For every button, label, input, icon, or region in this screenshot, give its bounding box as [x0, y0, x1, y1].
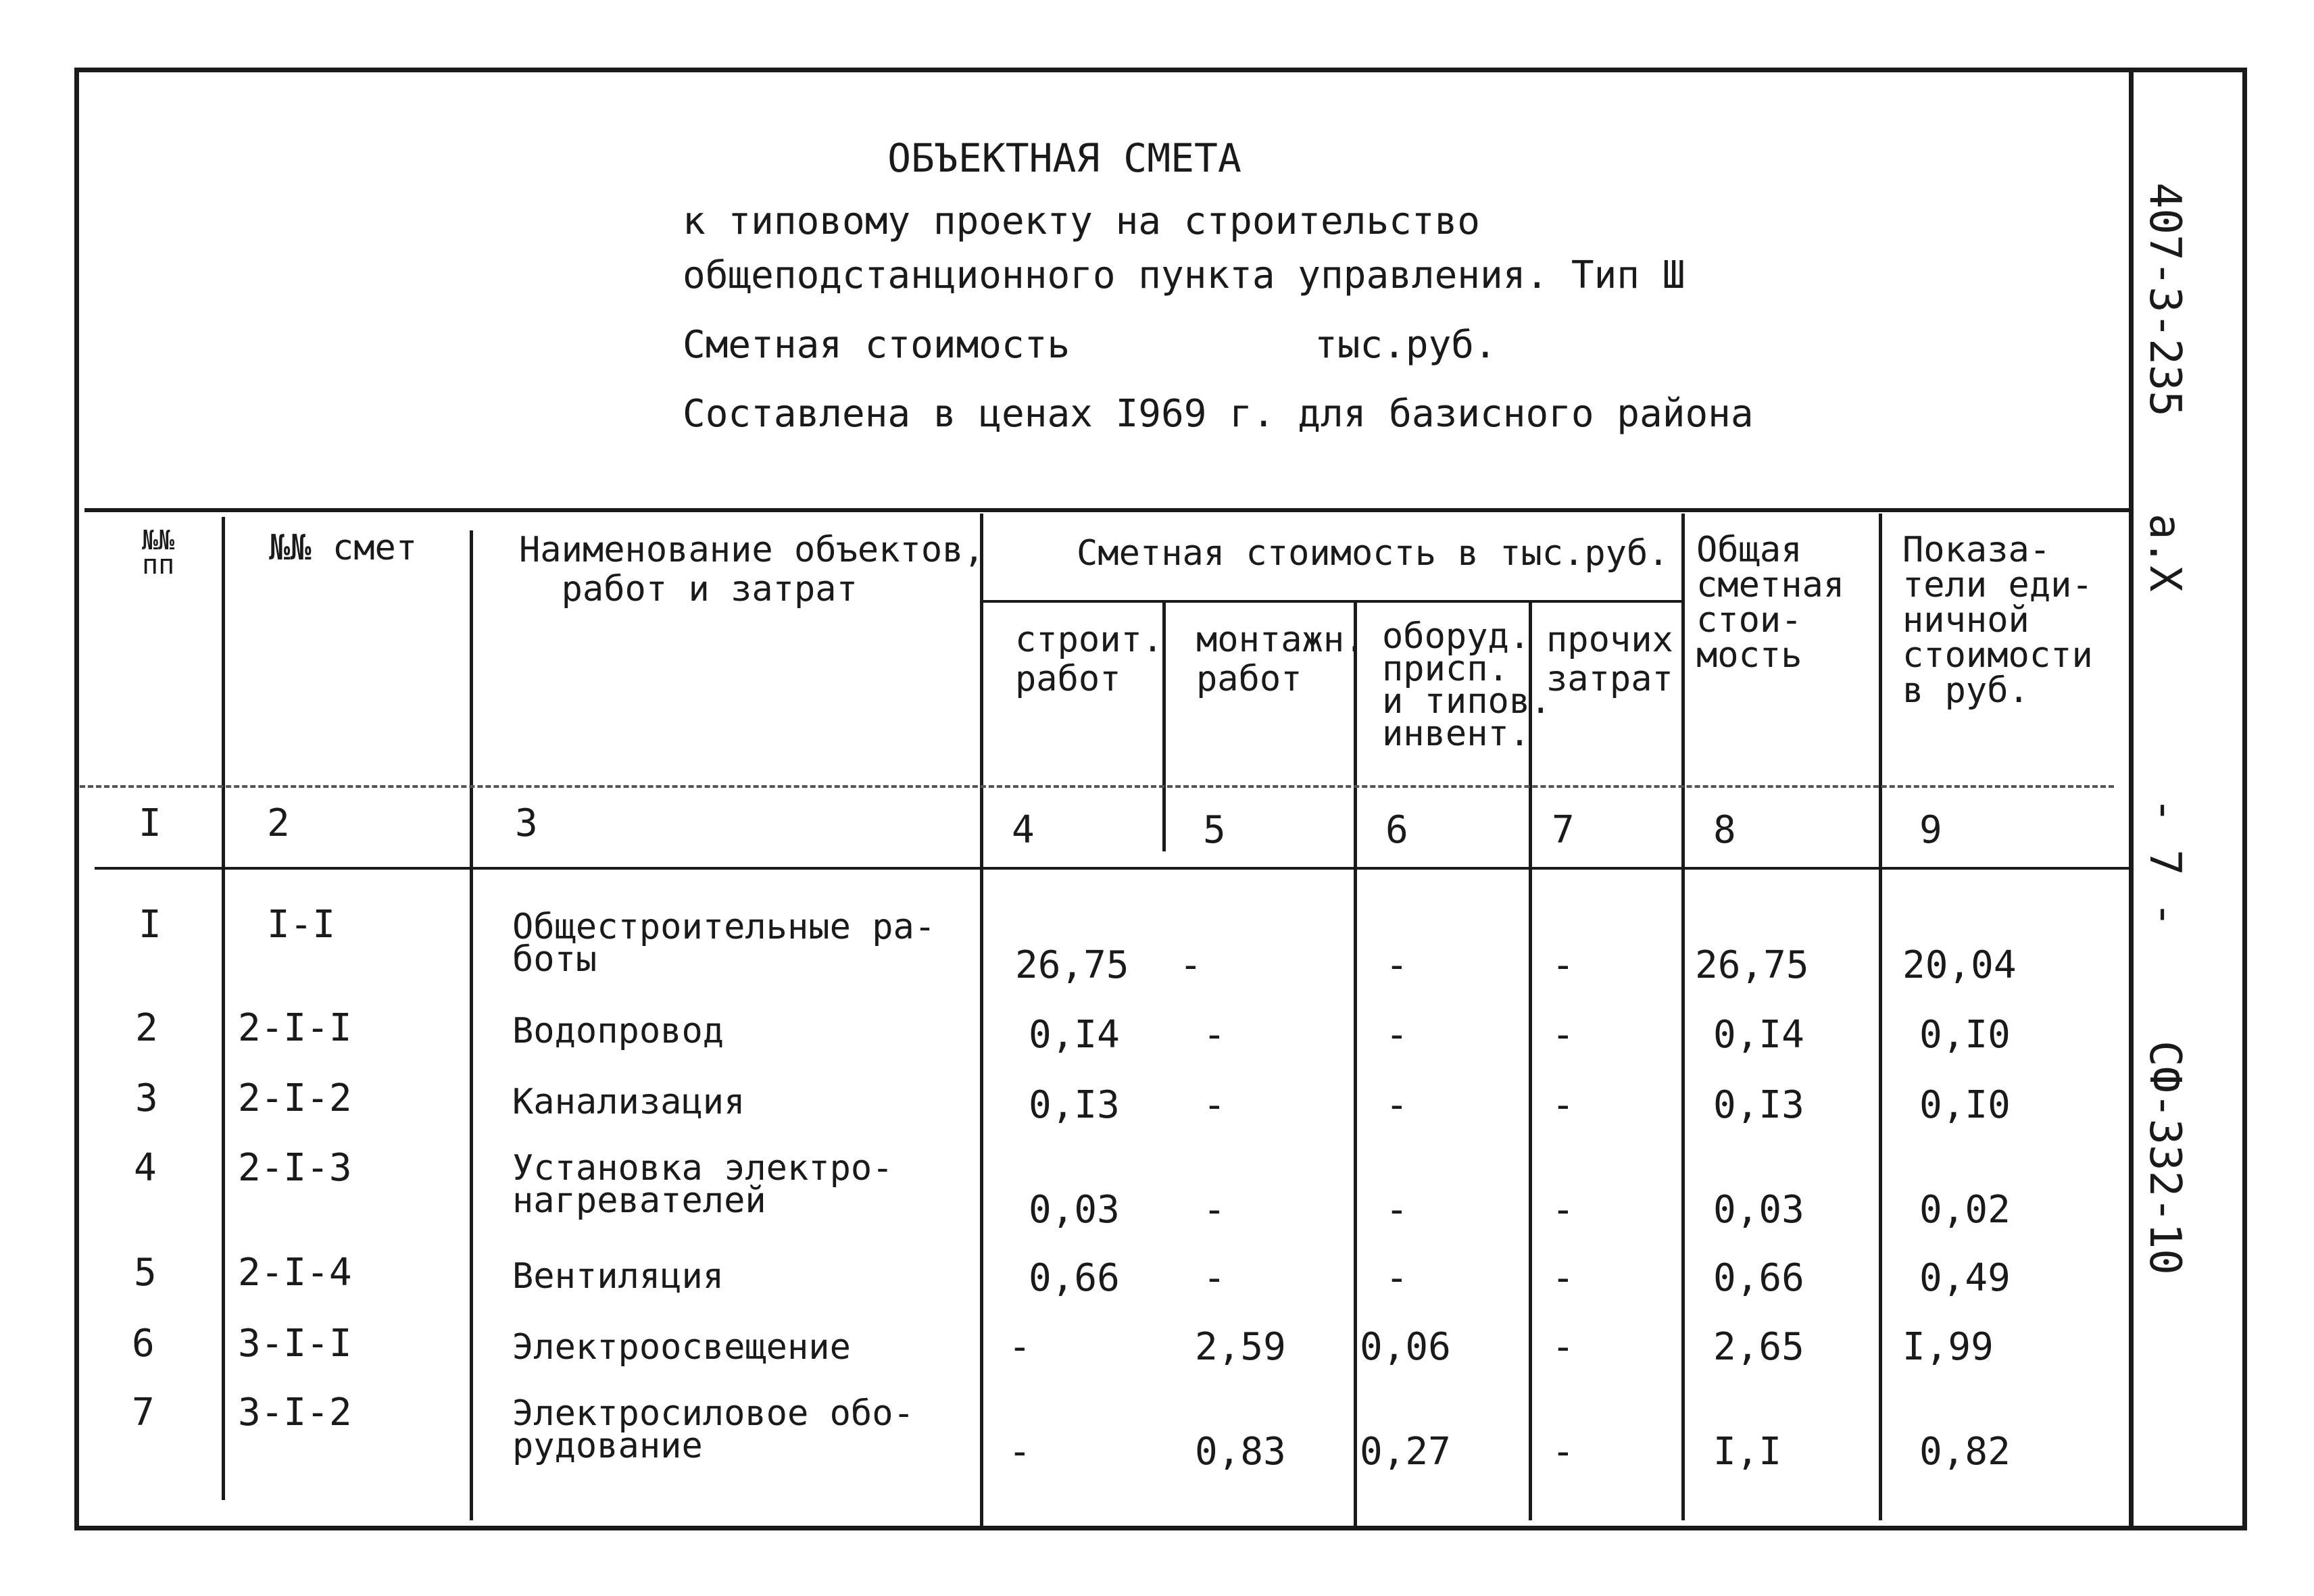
row-5-c4: 0,66 [1029, 1256, 1120, 1300]
row-3-c4: 0,I3 [1029, 1083, 1120, 1127]
row-3-c5: - [1203, 1083, 1226, 1127]
row-3-c7: - [1552, 1083, 1575, 1127]
row-4-number: 4 [134, 1146, 157, 1190]
col-number-2: 2 [267, 801, 290, 845]
row-5-smeta: 2-I-4 [238, 1251, 352, 1295]
row-3-name: Канализация [512, 1082, 745, 1122]
col-number-4: 4 [1012, 808, 1035, 852]
row-1-c8: 26,75 [1695, 943, 1809, 987]
row-3-smeta: 2-I-2 [238, 1076, 352, 1120]
row-3-c8: 0,I3 [1713, 1083, 1804, 1127]
row-7-c7: - [1552, 1430, 1575, 1474]
col-header-3: Наименование объектов, работ и затрат [519, 530, 985, 609]
row-3-c9: 0,I0 [1919, 1083, 2011, 1127]
row-5-c6: - [1385, 1256, 1408, 1300]
row-5-c7: - [1552, 1256, 1575, 1300]
row-6-c7: - [1552, 1325, 1575, 1369]
row-1-name: Общестроительные ра- боты [512, 907, 936, 980]
col-number-7: 7 [1552, 808, 1575, 852]
row-7-number: 7 [132, 1391, 155, 1435]
row-2-c7: - [1552, 1013, 1575, 1057]
row-7-c4: - [1008, 1430, 1031, 1474]
col-number-1: I [139, 801, 162, 845]
side-page-number: - 7 - [2140, 797, 2190, 928]
row-7-c5: 0,83 [1195, 1430, 1286, 1474]
row-2-smeta: 2-I-I [238, 1006, 352, 1050]
row-4-smeta: 2-I-3 [238, 1146, 352, 1190]
row-6-smeta: 3-I-I [238, 1322, 352, 1366]
row-2-number: 2 [135, 1006, 158, 1050]
row-3-number: 3 [135, 1076, 158, 1120]
row-1-c7: - [1552, 943, 1575, 987]
row-6-c8: 2,65 [1713, 1325, 1804, 1369]
row-4-c9: 0,02 [1919, 1188, 2011, 1232]
prices-note: Составлена в ценах I969 г. для базисного района [683, 392, 1754, 436]
row-6-c5: 2,59 [1195, 1325, 1286, 1369]
header-divider [84, 508, 2129, 512]
col-header-7: прочих затрат [1546, 620, 1673, 699]
row-7-c6: 0,27 [1360, 1430, 1451, 1474]
row-5-c5: - [1203, 1256, 1226, 1300]
side-divider [2129, 68, 2134, 1530]
col-number-8: 8 [1713, 808, 1736, 852]
side-project-code: 407-3-235 [2140, 182, 2190, 417]
row-4-c6: - [1385, 1188, 1408, 1232]
side-album: а.Х [2140, 514, 2190, 592]
row-7-name: Электросиловое обо- рудование [512, 1393, 914, 1466]
cost-unit: тыс.руб. [1314, 323, 1497, 367]
row-7-smeta: 3-I-2 [238, 1391, 352, 1435]
row-6-c9: I,99 [1902, 1325, 1994, 1369]
col-divider-1 [222, 517, 225, 1500]
row-1-c9: 20,04 [1902, 943, 2017, 987]
row-2-name: Водопровод [512, 1011, 724, 1051]
row-5-c9: 0,49 [1919, 1256, 2011, 1300]
row-6-c6: 0,06 [1360, 1325, 1451, 1369]
row-4-c4: 0,03 [1029, 1188, 1120, 1232]
col-divider-2 [470, 530, 473, 1520]
row-5-name: Вентиляция [512, 1256, 724, 1297]
row-6-number: 6 [132, 1322, 155, 1366]
col-divider-3 [980, 514, 983, 1527]
col-header-1: №№ пп [142, 525, 175, 580]
row-2-c6: - [1385, 1013, 1408, 1057]
header-bottom-dashed-rule [80, 785, 2114, 788]
row-2-c4: 0,I4 [1029, 1013, 1120, 1057]
col-header-9: Показа- тели еди- ничной стоимости в руб. [1902, 530, 2093, 711]
row-7-c8: I,I [1713, 1430, 1782, 1474]
col-header-2: №№ смет [269, 528, 418, 568]
row-4-c7: - [1552, 1188, 1575, 1232]
col-number-5: 5 [1203, 808, 1226, 852]
col-divider-8 [1879, 514, 1882, 1520]
col-header-group: Сметная стоимость в тыс.руб. [1077, 533, 1669, 574]
cost-label: Сметная стоимость [683, 323, 1070, 367]
row-1-c4: 26,75 [1015, 943, 1129, 987]
subtitle-line-1: к типовому проекту на строительство [683, 199, 1481, 243]
row-1-c6: - [1385, 943, 1408, 987]
row-1-number: I [139, 903, 162, 947]
group-header-rule [980, 600, 1683, 603]
row-2-c5: - [1203, 1013, 1226, 1057]
row-6-name: Электроосвещение [512, 1327, 851, 1368]
subtitle-line-2: общеподстанционного пункта управления. Тип Ш [683, 253, 1685, 297]
col-number-6: 6 [1385, 808, 1408, 852]
row-2-c9: 0,I0 [1919, 1013, 2011, 1057]
document-title: ОБЪЕКТНАЯ СМЕТА [887, 135, 1241, 181]
row-1-c5: - [1179, 943, 1202, 987]
col-number-3: 3 [515, 801, 538, 845]
row-4-c5: - [1203, 1188, 1226, 1232]
row-3-c6: - [1385, 1083, 1408, 1127]
col-number-9: 9 [1919, 808, 1942, 852]
col-divider-7 [1681, 514, 1685, 1520]
col-divider-5 [1354, 601, 1357, 1527]
row-2-c8: 0,I4 [1713, 1013, 1804, 1057]
row-1-smeta: I-I [267, 903, 336, 947]
row-6-c4: - [1008, 1325, 1031, 1369]
row-5-number: 5 [134, 1251, 157, 1295]
col-header-5: монтажн. работ [1196, 620, 1366, 699]
col-header-6: оборуд. присп. и типов. инвент. [1382, 616, 1552, 754]
row-4-name: Установка электро- нагревателей [512, 1148, 893, 1221]
side-reference: СФ-332-10 [2140, 1041, 2190, 1275]
row-5-c8: 0,66 [1713, 1256, 1804, 1300]
col-header-8: Общая сметная стои- мость [1696, 530, 1845, 676]
col-header-4: строит. работ [1015, 620, 1164, 699]
row-4-c8: 0,03 [1713, 1188, 1804, 1232]
row-7-c9: 0,82 [1919, 1430, 2011, 1474]
numbers-bottom-rule [95, 867, 2129, 870]
